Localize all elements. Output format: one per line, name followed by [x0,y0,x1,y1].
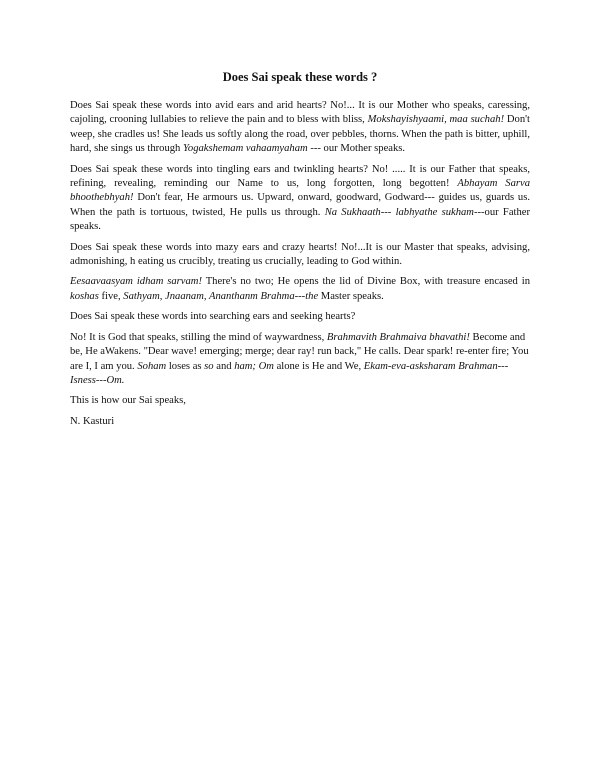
sanskrit-quote: Abhayam Sarva bhoothebhyah! [70,178,531,204]
sanskrit-quote: Na Sukhaath--- labhyathe sukham [324,206,474,218]
paragraph-text: Don't fear, He armours us. Upward, onward, goodward, Godward--- guides us, guards us. When the path is tortuous, twisted, He pulls us through. [70,192,530,218]
paragraph-text: Master speaks. [318,290,384,302]
sanskrit-word: Soham [137,360,167,372]
paragraph-question [70,310,530,324]
sanskrit-word: ham; Om [234,360,274,372]
paragraph-text: five, [98,290,124,302]
document-title: Does Sai speak these words ? [222,70,378,84]
paragraph-master [70,241,530,270]
paragraph-text: Does Sai speak these words into searching ears and seeking hearts? [70,311,356,323]
sanskrit-quote: Ekam-eva-asksharam Brahman---Isness---Om. [70,360,509,386]
author-signature: N. Kasturi [70,415,115,427]
paragraph-text: There's no two; He opens the lid of Divine Box, with treasure encased in [201,276,530,288]
paragraph-text: Does Sai speak these words into mazy ears and crazy hearts! No!...It is our Master that speaks, advising, admonishing, h eating us crucibly, treating us crucially, leading to God within. [70,241,530,268]
paragraph-text: and [213,360,235,372]
paragraph-text: Does Sai speak these words into tingling ears and twinkling hearts? No! ..... It is our Father that speaks, refining, revealing, reminding our Name to us, long forgotten, long begotten! [70,163,530,190]
sanskrit-quote: Mokshayishyaami, maa suchah! [367,114,505,126]
sanskrit-quote: Brahmavith Brahmaiva bhavathi! [326,331,470,343]
paragraph-god [70,331,530,389]
paragraph-text: Become and be, He aWakens. "Dear wave! emerging; merge; dear ray! run back," He calls. Dear spark! re-enter fire; You are I, I am you. [70,331,529,372]
paragraph-text: loses as [166,360,205,372]
sanskrit-word: koshas [70,290,99,302]
sanskrit-word: so [204,360,214,372]
sanskrit-quote: Yogakshemam vahaamyaham [183,143,308,155]
paragraph-text: Don't weep, she cradles us! She leads us softly along the road, over pebbles, thorns. When the path is bitter, uphill, hard, she sings us through [70,114,530,155]
paragraph-text: This is how our Sai speaks, [70,395,186,407]
paragraph-mother [70,99,530,157]
sanskrit-quote: Sathyam, Jnaanam, Ananthanm Brahma---the [123,290,319,302]
paragraph-text: Does Sai speak these words into avid ears and arid hearts? No!... It is our Mother who speaks, caressing, cajoling, crooning lullabies to relieve the pain and to bless with bliss, [70,100,530,126]
document-page [70,70,530,435]
paragraph-closing [70,394,530,408]
paragraph-text: alone is He and We, [273,360,364,372]
paragraph-text: ---our Father speaks. [70,206,530,233]
paragraph-father [70,163,530,235]
paragraph-master-quote [70,275,530,304]
sanskrit-quote: Eesaavaasyam idham sarvam! [70,276,202,288]
paragraph-text: No! It is God that speaks, stilling the mind of waywardness, [70,331,327,343]
paragraph-text: --- our Mother speaks. [307,143,406,155]
